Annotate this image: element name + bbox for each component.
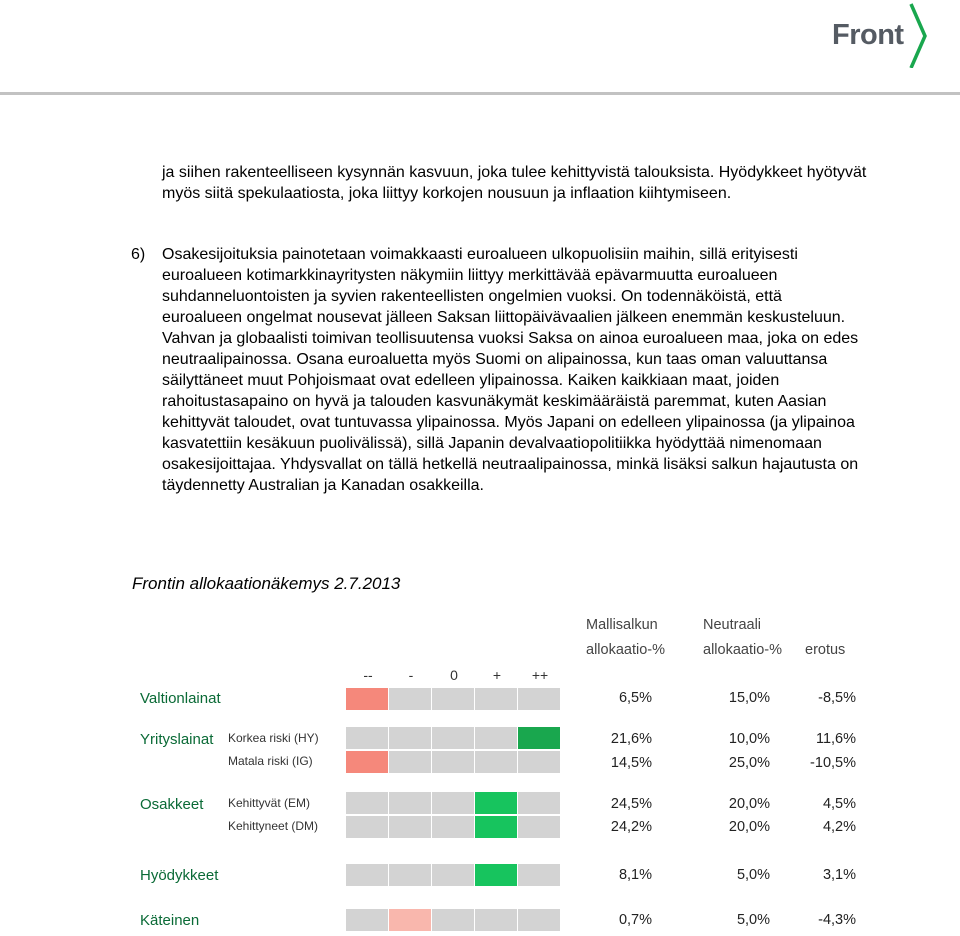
scale-row-valtionlainat	[346, 688, 561, 710]
neutral-allocation: 20,0%	[728, 819, 770, 835]
neutral-allocation: 5,0%	[736, 867, 770, 883]
allocation-difference: 3,1%	[822, 867, 856, 883]
scale-row-em	[346, 792, 561, 814]
neutral-allocation: 10,0%	[728, 731, 770, 747]
scale-cell	[346, 864, 388, 886]
allocation-title: Frontin allokaationäkemys 2.7.2013	[132, 574, 401, 593]
row-label-kateinen: Käteinen	[140, 912, 200, 929]
scale-label-double-minus: --	[363, 667, 373, 683]
allocation-difference: 4,5%	[822, 796, 856, 812]
allocation-difference: -8,5%	[818, 690, 856, 706]
point-number: 6)	[131, 246, 146, 263]
allocation-difference: 11,6%	[815, 731, 856, 747]
intro-paragraph: ja siihen rakenteelliseen kysynnän kasvuun, joka tulee kehittyvistä talouksista. Hyödykkeet hyötyvät myös siitä spekulaatiosta, joka liittyy korkojen nousuun ja inflaation kiihtymiseen.	[162, 164, 867, 202]
scale-cell	[518, 909, 560, 931]
scale-cell	[389, 727, 431, 749]
point-text: Osakesijoituksia painotetaan voimakkaasti euroalueen ulkopuolisiin maihin, sillä erityisesti euroalueen kotimarkkinayritysten näkymiin liittyy merkittävää epävarmuutta euroalueen suhdanneluontoisten ja syvien rakenteellisten ongelmien vuoksi. On todennäköistä, että euroalueen ongelmat nousevat jälleen Saksan liittopäivävaalien jälkeen enemmän keskusteluun. Vahvan ja globaalisti toimivan teollisuutensa vuoksi Saksa on ainoa euroalueen maa, joka on edes neutraalipainossa. Osana euroaluetta myös Suomi on alipainossa, kun taas oman valuuttansa säilyttäneet muut Pohjoismaat ovat edelleen ylipainossa. Kaiken kaikkiaan maat, joiden rahoitustasapaino on hyvä ja talouden kasvunäkymät keskimääräistä paremmat, kuten Aasian kehittyvät taloudet, ovat tuntuvassa ylipainossa. Myös Japani on edelleen ylipainossa (ja ylipainoa kasvatettiin kesäkuun puolivälissä), sillä Japanin devalvaatiopolitiikka hyödyttää nimenomaan osakesijoittajaa. Yhdysvallat on tällä hetkellä neutraalipainossa, minkä lisäksi salkun hajautusta on täydennetty Australian ja Kanadan osakkeilla.	[162, 246, 859, 494]
sub-label-em: Kehittyvät (EM)	[228, 796, 311, 810]
scale-label-zero: 0	[450, 667, 458, 683]
neutral-allocation: 20,0%	[728, 796, 770, 812]
model-allocation: 21,6%	[610, 731, 652, 747]
logo-chevron-icon	[908, 2, 928, 68]
header-divider	[0, 92, 960, 95]
scale-cell	[475, 688, 517, 710]
scale-cell	[346, 909, 388, 931]
model-allocation: 24,2%	[610, 819, 652, 835]
row-label-hyodykkeet: Hyödykkeet	[140, 867, 219, 884]
scale-cell	[346, 816, 388, 838]
scale-cell	[518, 751, 560, 773]
model-allocation: 6,5%	[618, 690, 652, 706]
scale-cell	[518, 792, 560, 814]
model-allocation: 0,7%	[618, 912, 652, 928]
sub-label-hy: Korkea riski (HY)	[228, 731, 319, 745]
scale-cell	[389, 864, 431, 886]
scale-row-dm	[346, 816, 561, 838]
scale-row-hyodykkeet	[346, 864, 561, 886]
scale-cell	[475, 816, 517, 838]
scale-cell	[475, 727, 517, 749]
scale-cell	[475, 792, 517, 814]
scale-cell	[518, 864, 560, 886]
scale-row-kateinen	[346, 909, 561, 931]
scale-label-minus: -	[408, 667, 414, 683]
neutral-allocation: 15,0%	[728, 690, 770, 706]
scale-row-hy	[346, 727, 561, 749]
scale-cell	[432, 688, 474, 710]
scale-cell	[346, 792, 388, 814]
header-neutral-line2: allokaatio-%	[703, 642, 782, 658]
scale-cell	[518, 688, 560, 710]
scale-cell	[346, 688, 388, 710]
header-model-line2: allokaatio-%	[586, 642, 665, 658]
scale-cell	[389, 909, 431, 931]
scale-cell	[389, 816, 431, 838]
scale-cell	[389, 792, 431, 814]
scale-cell	[432, 751, 474, 773]
sub-label-ig: Matala riski (IG)	[228, 754, 313, 768]
scale-cell	[389, 688, 431, 710]
scale-cell	[346, 727, 388, 749]
header-model-line1: Mallisalkun	[586, 617, 658, 633]
allocation-difference: -4,3%	[818, 912, 856, 928]
model-allocation: 14,5%	[610, 755, 652, 771]
header-neutral-line1: Neutraali	[703, 617, 762, 633]
scale-label-plus: +	[492, 667, 502, 683]
model-allocation: 24,5%	[610, 796, 652, 812]
scale-cell	[475, 909, 517, 931]
row-label-osakkeet: Osakkeet	[140, 796, 204, 813]
allocation-difference: 4,2%	[822, 819, 856, 835]
scale-label-double-plus: ++	[531, 667, 549, 683]
scale-cell	[475, 864, 517, 886]
neutral-allocation: 25,0%	[728, 755, 770, 771]
row-label-valtionlainat: Valtionlainat	[140, 690, 221, 707]
logo-text: Front	[832, 18, 904, 51]
model-allocation: 8,1%	[618, 867, 652, 883]
neutral-allocation: 5,0%	[736, 912, 770, 928]
scale-cell	[518, 816, 560, 838]
sub-label-dm: Kehittyneet (DM)	[228, 819, 319, 833]
header-diff: erotus	[805, 642, 846, 658]
scale-row-ig	[346, 751, 561, 773]
scale-cell	[432, 727, 474, 749]
front-logo	[832, 2, 928, 68]
scale-cell	[432, 816, 474, 838]
row-label-yrityslainat: Yrityslainat	[140, 731, 214, 748]
scale-cell	[432, 909, 474, 931]
scale-cell	[432, 864, 474, 886]
scale-cell	[389, 751, 431, 773]
scale-cell	[475, 751, 517, 773]
scale-cell	[346, 751, 388, 773]
scale-cell	[518, 727, 560, 749]
scale-cell	[432, 792, 474, 814]
allocation-difference: -10,5%	[810, 755, 856, 771]
